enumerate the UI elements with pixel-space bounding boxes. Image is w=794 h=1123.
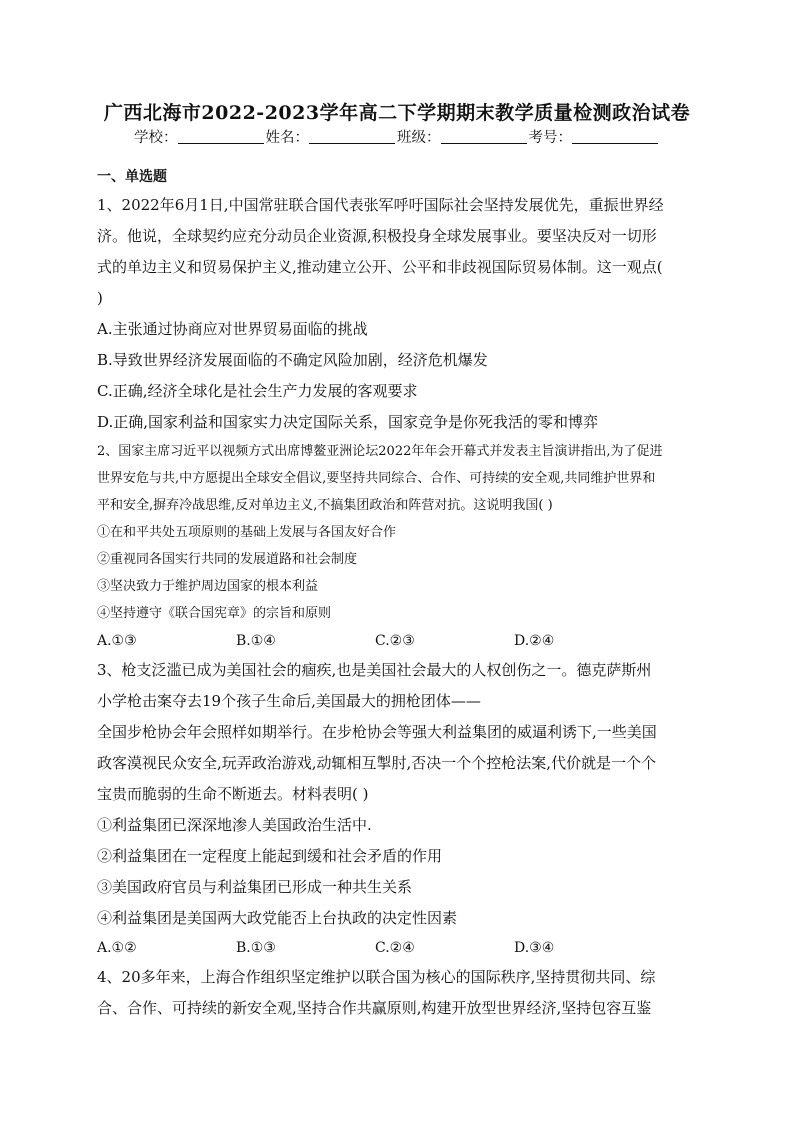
question-3-choice-b: B.①③	[236, 940, 276, 956]
name-field	[266, 126, 398, 147]
question-3-item-4: ④利益集团是美国两大政党能否上台执政的决定性因素	[97, 909, 458, 927]
question-2-choice-d: D.②④	[514, 633, 555, 649]
question-3-choice-d: D.③④	[514, 940, 555, 956]
class-field	[397, 126, 529, 147]
school-label: 学校：	[134, 130, 178, 146]
question-1-option-c: C.正确,经济全球化是社会生产力发展的客观要求	[97, 382, 418, 400]
question-3-item-2: ②利益集团在一定程度上能起到缓和社会矛盾的作用	[97, 847, 443, 865]
school-field	[134, 126, 266, 147]
question-1-line-2: 济。他说，全球契约应充分动员企业资源,积极投身全球发展事业。要坚决反对一切形	[97, 227, 657, 245]
school-blank[interactable]	[178, 129, 264, 144]
question-1-option-d: D.正确,国家利益和国家实力决定国际关系，国家竞争是你死我活的零和博弈	[97, 413, 599, 431]
question-1-line-4: )	[97, 289, 103, 307]
question-2-choice-c: C.②③	[375, 633, 415, 649]
question-3-choices	[97, 934, 697, 962]
question-3-line-1: 3、枪支泛滥已成为美国社会的痼疾,也是美国社会最大的人权创伤之一。德克萨斯州	[97, 661, 652, 679]
question-1-line-3: 式的单边主义和贸易保护主义,推动建立公开、公平和非歧视国际贸易体制。这一观点(	[97, 258, 663, 276]
question-2-item-4: ④坚持遵守《联合国宪章》的宗旨和原则	[97, 606, 332, 621]
question-3-line-4: 政客漠视民众安全,玩弄政治游戏,动辄相互掣肘,否决一个个控枪法案,代价就是一个个	[97, 754, 657, 772]
question-1	[97, 190, 697, 438]
name-blank[interactable]	[309, 129, 395, 144]
question-4-line-2: 合、合作、可持续的新安全观,坚持合作共赢原则,构建开放型世界经济,坚持包容互鉴	[97, 999, 652, 1017]
class-blank[interactable]	[441, 129, 527, 144]
question-2-item-2: ②重视同各国实行共同的发展道路和社会制度	[97, 552, 358, 567]
class-label: 班级：	[397, 130, 441, 146]
name-label: 姓名：	[265, 130, 309, 146]
question-3-item-3: ③美国政府官员与利益集团已形成一种共生关系	[97, 878, 413, 896]
exam-number-field	[529, 126, 661, 147]
exam-number-label: 考号：	[528, 130, 572, 146]
question-3-line-2: 小学枪击案夺去19个孩子生命后,美国最大的拥枪团体——	[97, 692, 481, 710]
question-4	[97, 962, 697, 1024]
question-2-item-1: ①在和平共处五项原则的基础上发展与各国友好合作	[97, 525, 397, 540]
exam-number-blank[interactable]	[572, 129, 658, 144]
student-info-line	[0, 126, 794, 147]
question-4-line-1: 4、20多年来，上海合作组织坚定维护以联合国为核心的国际秩序,坚持贯彻共同、综	[97, 968, 656, 986]
question-2-choice-a: A.①③	[97, 633, 137, 649]
question-3-line-3: 全国步枪协会年会照样如期举行。在步枪协会等强大利益集团的威逼利诱下,一些美国	[97, 723, 657, 741]
question-2-line-2: 世界安危与共,中方愿提出全球安全倡议,要坚持共同综合、合作、可持续的安全观,共同维护世界和	[97, 471, 656, 486]
question-3	[97, 655, 697, 962]
question-3-item-1: ①利益集团已深深地渗人美国政治生活中.	[97, 816, 372, 834]
question-1-option-a: A.主张通过协商应对世界贸易面临的挑战	[97, 320, 368, 338]
question-2	[97, 438, 697, 655]
question-1-line-1: 1、2022年6月1日,中国常驻联合国代表张军呼吁国际社会坚持发展优先，重振世界经	[97, 196, 664, 214]
question-3-line-5: 宝贵而脆弱的生命不断逝去。材料表明( )	[97, 785, 369, 803]
question-3-choice-a: A.①②	[97, 940, 137, 956]
question-2-choices	[97, 627, 697, 655]
questions-area	[97, 166, 697, 1024]
exam-title: 广西北海市2022-2023学年高二下学期期末教学质量检测政治试卷	[103, 102, 691, 124]
question-2-item-3: ③坚决致力于维护周边国家的根本利益	[97, 579, 319, 594]
question-3-choice-c: C.②④	[375, 940, 415, 956]
question-1-option-b: B.导致世界经济发展面临的不确定风险加剧，经济危机爆发	[97, 351, 488, 369]
question-2-line-3: 平和安全,摒弃冷战思维,反对单边主义,不搞集团政治和阵营对抗。这说明我国( )	[97, 498, 553, 513]
section-heading: 一、单选题	[97, 169, 167, 185]
question-2-choice-b: B.①④	[236, 633, 276, 649]
question-2-line-1: 2、国家主席习近平以视频方式出席博鳌亚洲论坛2022年年会开幕式并发表主旨演讲指出,为了促进	[97, 444, 663, 459]
